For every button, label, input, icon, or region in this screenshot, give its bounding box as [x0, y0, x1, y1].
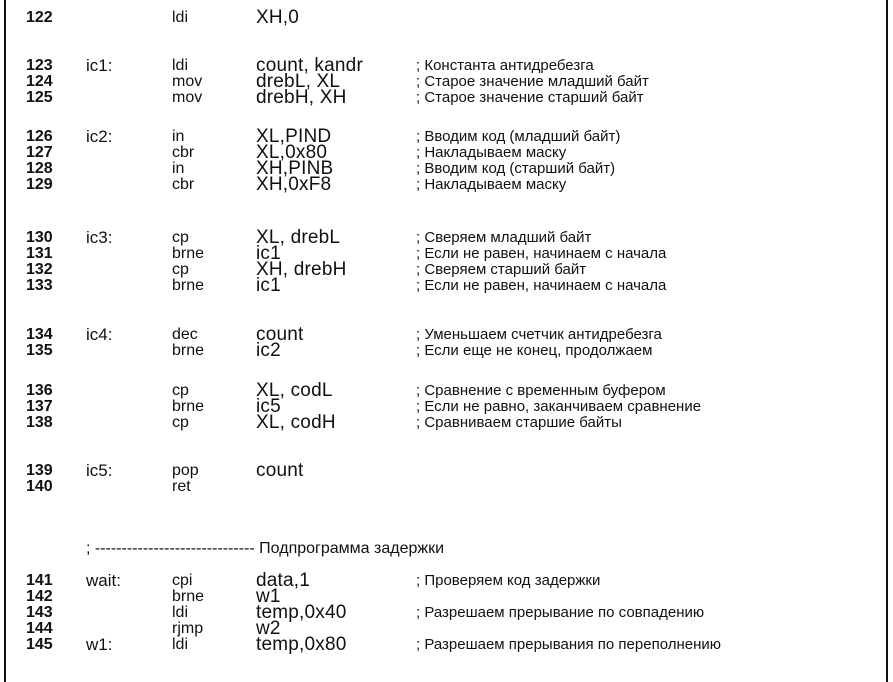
line-label: w1:	[86, 635, 113, 654]
line-mnemonic: ldi	[172, 604, 189, 621]
separator-row	[0, 539, 880, 559]
line-number: 126	[26, 128, 53, 145]
line-comment: ; Накладываем маску	[416, 144, 567, 161]
line-label: ic2:	[86, 127, 113, 146]
line-mnemonic: brne	[172, 277, 205, 294]
line-number: 122	[26, 9, 53, 26]
line-operand: count	[256, 324, 304, 345]
line-operand: temp,0x40	[256, 602, 347, 623]
line-comment: ; Старое значение младший байт	[416, 73, 649, 90]
line-mnemonic: in	[172, 160, 185, 177]
line-mnemonic: ldi	[172, 57, 189, 74]
code-line	[0, 477, 880, 497]
line-mnemonic: cbr	[172, 176, 195, 193]
line-number: 132	[26, 261, 53, 278]
code-line	[0, 341, 880, 361]
code-line	[0, 175, 880, 195]
line-label: ic3:	[86, 228, 113, 247]
line-mnemonic: cp	[172, 261, 189, 278]
line-mnemonic: rjmp	[172, 620, 204, 637]
line-comment: ; Если еще не конец, продолжаем	[416, 342, 653, 359]
line-comment: ; Вводим код (младший байт)	[416, 128, 621, 145]
line-comment: ; Константа антидребезга	[416, 57, 594, 74]
line-comment: ; Сравнение с временным буфером	[416, 382, 666, 399]
line-label: wait:	[86, 571, 121, 590]
line-mnemonic: cp	[172, 414, 189, 431]
line-mnemonic: cp	[172, 229, 189, 246]
line-comment: ; Сравниваем старшие байты	[416, 414, 622, 431]
line-operand: temp,0x80	[256, 634, 347, 655]
code-line	[0, 635, 880, 655]
code-line	[0, 8, 880, 28]
line-operand: ic1	[256, 275, 281, 296]
line-comment: ; Разрешаем прерывания по переполнению	[416, 636, 722, 653]
line-number: 141	[26, 572, 53, 589]
line-mnemonic: in	[172, 128, 185, 145]
line-operand: XH,0xF8	[256, 174, 332, 195]
line-operand: XL,PIND	[256, 126, 332, 147]
line-label: ic4:	[86, 325, 113, 344]
line-mnemonic: brne	[172, 588, 205, 605]
line-operand: count, kandr	[256, 55, 363, 76]
line-mnemonic: ret	[172, 478, 191, 495]
line-comment: ; Если не равно, заканчиваем сравнение	[416, 398, 702, 415]
line-operand: w2	[256, 618, 281, 639]
line-comment: ; Сверяем старший байт	[416, 261, 587, 278]
line-mnemonic: mov	[172, 73, 203, 90]
line-operand: ic1	[256, 243, 281, 264]
line-number: 135	[26, 342, 53, 359]
line-mnemonic: brne	[172, 245, 205, 262]
code-line	[0, 88, 880, 108]
line-comment: ; Сверяем младший байт	[416, 229, 592, 246]
line-comment: ; Если не равен, начинаем с начала	[416, 245, 667, 262]
line-operand: count	[256, 460, 304, 481]
separator-comment: ; ------------------------------ Подпрограмма задержки	[86, 540, 445, 557]
line-label: ic5:	[86, 461, 113, 480]
line-mnemonic: pop	[172, 462, 199, 479]
line-operand: XL, drebL	[256, 227, 341, 248]
code-line	[0, 413, 880, 433]
line-number: 131	[26, 245, 53, 262]
line-operand: data,1	[256, 570, 311, 591]
line-mnemonic: brne	[172, 342, 205, 359]
line-comment: ; Если не равен, начинаем с начала	[416, 277, 667, 294]
line-operand: drebH, XH	[256, 87, 347, 108]
line-operand: XH,0	[256, 7, 300, 28]
line-number: 140	[26, 478, 53, 495]
line-number: 123	[26, 57, 53, 74]
line-label: ic1:	[86, 56, 113, 75]
line-operand: XH,PINB	[256, 158, 334, 179]
line-number: 144	[26, 620, 53, 637]
line-number: 133	[26, 277, 53, 294]
line-number: 139	[26, 462, 53, 479]
line-operand: XH, drebH	[256, 259, 347, 280]
line-number: 145	[26, 636, 53, 653]
line-mnemonic: cp	[172, 382, 189, 399]
code-line	[0, 276, 880, 296]
line-operand: drebL, XL	[256, 71, 341, 92]
line-mnemonic: mov	[172, 89, 203, 106]
line-mnemonic: cbr	[172, 144, 195, 161]
line-number: 138	[26, 414, 53, 431]
line-comment: ; Накладываем маску	[416, 176, 567, 193]
line-mnemonic: ldi	[172, 636, 189, 653]
line-comment: ; Уменьшаем счетчик антидребезга	[416, 326, 662, 343]
line-mnemonic: dec	[172, 326, 198, 343]
line-operand: XL, codH	[256, 412, 336, 433]
line-number: 142	[26, 588, 53, 605]
line-number: 134	[26, 326, 53, 343]
line-operand: XL, codL	[256, 380, 333, 401]
line-operand: ic2	[256, 340, 281, 361]
line-comment: ; Проверяем код задержки	[416, 572, 601, 589]
line-operand: XL,0x80	[256, 142, 328, 163]
line-mnemonic: ldi	[172, 9, 189, 26]
line-comment: ; Разрешаем прерывание по совпадению	[416, 604, 705, 621]
line-number: 125	[26, 89, 53, 106]
line-number: 127	[26, 144, 53, 161]
line-number: 137	[26, 398, 53, 415]
right-border	[886, 0, 888, 682]
line-number: 129	[26, 176, 53, 193]
line-mnemonic: cpi	[172, 572, 193, 589]
line-comment: ; Старое значение старший байт	[416, 89, 644, 106]
line-operand: w1	[256, 586, 281, 607]
line-number: 124	[26, 73, 53, 90]
line-number: 143	[26, 604, 53, 621]
line-operand: ic5	[256, 396, 281, 417]
line-number: 128	[26, 160, 53, 177]
line-mnemonic: brne	[172, 398, 205, 415]
line-number: 136	[26, 382, 53, 399]
line-number: 130	[26, 229, 53, 246]
line-comment: ; Вводим код (старший байт)	[416, 160, 616, 177]
